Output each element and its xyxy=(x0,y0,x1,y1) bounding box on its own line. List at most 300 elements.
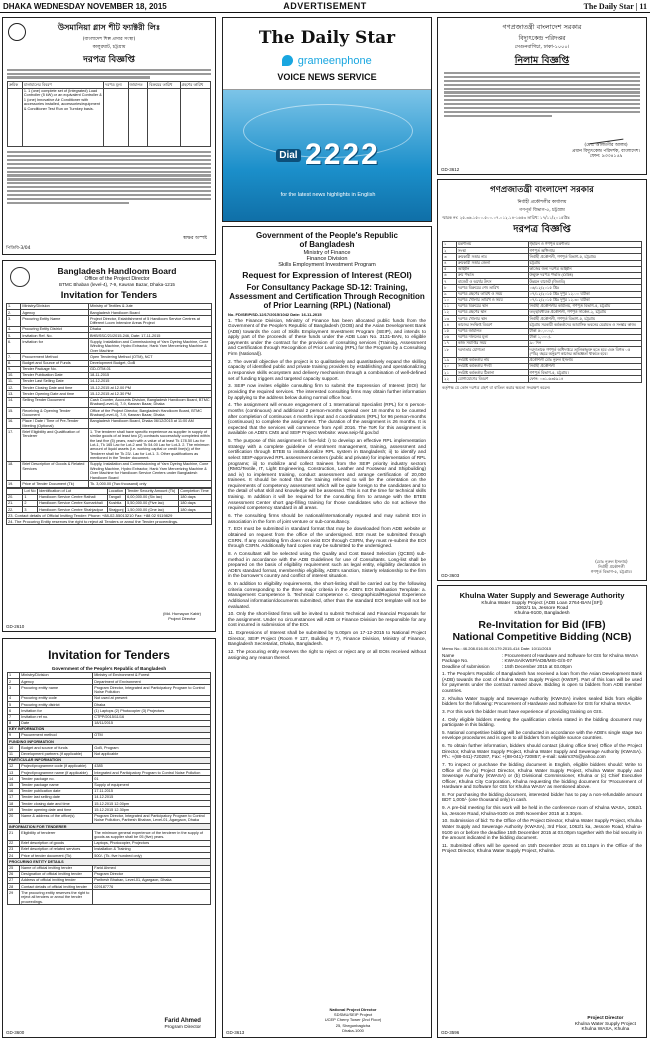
table-row xyxy=(7,339,212,354)
ad-noise-tenders xyxy=(2,638,216,1038)
row-label: Tender publication date xyxy=(20,788,93,794)
row-label: দরপত্র দলিলের মূল্য xyxy=(456,334,528,340)
voice-dial-panel xyxy=(223,90,431,222)
row-value: OTM xyxy=(93,733,211,739)
row-value: কাজের জন্য দরপত্র আহ্বান xyxy=(528,266,641,272)
lot-header: Lot No xyxy=(23,488,38,494)
row-value: উন্মুক্ত দরপত্র পদ্ধতি (OTM) xyxy=(528,272,641,278)
row-number: ১ xyxy=(443,242,457,248)
khulna-gd-code: GD-3596 xyxy=(441,1030,460,1035)
table-row xyxy=(7,316,212,327)
lot-header: Tender Security Amount (Tk) xyxy=(126,488,179,494)
section-label: FUNDING INFORMATION xyxy=(8,739,211,745)
row-value: 1. The tenderer shall have specific experience as supplier in supply of similar goods of at least two (2) contracts successfully completed within the last five (5) years, each with a value of at least Tk 178.50 Lac for Lot-1, Tk 165 Lac for Lot-2 and Tk 54.00 Lac for Lot-3. 2. The minimum amount of liquid assets (i.e. working capital or credit line(s)) of the Tenderer shall be Tk 23/- Lac for Lot-1. 3. Other qualifications as mentioned in the Tender document. xyxy=(89,429,210,461)
row-value: Bangladesh Handloom Board xyxy=(88,310,211,316)
row-value: GoB, Program xyxy=(93,745,211,751)
row-label: Procuring entity code xyxy=(20,695,93,701)
handloom-signature xyxy=(163,611,201,621)
row-label: Tender Opening Date and time xyxy=(21,391,89,397)
kv-value: : Procurement of Hardware and Software for GIS for Khulna WASA xyxy=(502,653,639,658)
ad-handloom-board xyxy=(2,260,216,632)
row-number: ১৫ xyxy=(443,328,457,334)
row-value: Ministry of Environment & Forest xyxy=(93,673,211,679)
reoi-gov-line1: Government of the People's Republic xyxy=(256,231,398,240)
khulna-memo: Memo No.: 46.208.016.00.00.179.2015-414 Date: 10/11/2015 xyxy=(442,646,552,651)
voice-tagline: for the latest news highlights in English xyxy=(280,192,376,198)
kv-label: Name xyxy=(442,653,455,658)
glass-gd-code: পিডিবি-3/04 xyxy=(6,246,31,251)
ctg-gov-title: গণপ্রজাতন্ত্রী বাংলাদেশ সরকার xyxy=(490,185,594,195)
row-value: ৯০ দিন xyxy=(528,341,641,347)
row-number: 18. xyxy=(7,462,21,481)
row-value: গৃহায়ন ও গণপূর্ত মন্ত্রণালয় xyxy=(528,242,641,248)
row-value: নির্বাহী প্রকৌশলী, গণপূর্ত বিভাগ-৫, চট্টগ্রাম xyxy=(528,316,641,322)
voice-dial-label: Dial xyxy=(276,149,300,162)
row-label: যোগাযোগের বিবরণ xyxy=(456,376,528,382)
row-number: 18 xyxy=(8,801,20,807)
ctg-sub1: নির্বাহী প্রকৌশলীর কার্যালয় xyxy=(517,200,567,205)
auction-gd-code: GD-3612 xyxy=(441,167,460,172)
reoi-paragraph: 2. The overall objective of the project is to qualitatively and quantitatively expand the skilling capacity of identified public and private training providers by establishing and operationalizing a responsive skills ecosystem and delivery mechanism through a combination of well-defined set of funding triggers and targeted capacity support. xyxy=(228,359,426,382)
row-label: Contact details of official inviting tender xyxy=(20,884,93,890)
khulna-paragraph: 2. Khulna Water Supply and Sewerage Authority (KWASA) invites sealed bids from eligible bidders for the following: Procurement of Hardware and Software for GIS for Khulna WASA xyxy=(442,695,642,707)
lot-header: Identification of Lot xyxy=(38,488,108,494)
row-label: দরদাতার যোগ্যতা xyxy=(456,347,528,358)
table-row xyxy=(8,830,211,841)
reoi-sig-l5: Dhaka-1000 xyxy=(342,1027,364,1033)
khulna-paragraph: 7. To inspect or purchase the bidding document in English, eligible bidders should: Write to Office of the (a) Project Director, Khulna Water Supply Project, Khulna Water Supply and Sewerage Authority (KWASA) or (b) Divisional Commissioner, Khulna or (c) Chief Executive Officer, Khulna City Corporation, Khulna requesting the bidding document for 'Procurement of Hardware and Software for GIS for Khulna WASA' as mentioned above. xyxy=(442,762,642,790)
noise-subheading: Government of the People's Republic of Bangladesh xyxy=(51,666,167,671)
row-number: 3. xyxy=(7,316,21,327)
row-number: 5 xyxy=(8,702,20,708)
row-number: ২১ xyxy=(443,370,457,376)
row-number: ১১ xyxy=(443,303,457,309)
voice-service-title: VOICE NEWS SERVICE xyxy=(277,72,377,82)
row-number: ১৬ xyxy=(443,334,457,340)
row-value: GD-OTM-01 xyxy=(88,366,211,372)
reoi-paragraph: 10. Only the short-listed firms will be invited to submit Technical and Financial Proposals for the assignment. Under no circumstances will ADB or Finance Division be responsible for any cost incurred in submission of the EOI. xyxy=(228,612,426,629)
lot-cell: 2 xyxy=(23,501,38,507)
glass-col-header: বিক্রয়ের তারিখ xyxy=(148,82,180,88)
row-value: Ministry of Textiles & Jute xyxy=(88,304,211,310)
header-date: DHAKA WEDNESDAY NOVEMBER 18, 2015 xyxy=(3,2,167,11)
row-number: 3 xyxy=(8,685,20,696)
glass-row-item: 1. 1 (one) complete set of (Integrated) Load Controller (5 kW) or an equivalent Controller & 1 (one) Innovative Air Conditioner with accessories installed, accessories/equipment & Conditioner Test Run on Turnkey basis. xyxy=(22,88,103,146)
row-value: 15.12.2015 12.30pm xyxy=(93,807,211,813)
reoi-paragraph: 11. Expressions of Interest shall be submitted by 5.00pm on 17-12-2015 to National Project Director, SEIP Project (Room # 127, Building # 7), Finance Division, Ministry of Finance, Bangladesh Secretariat, Dhaka, Bangladesh. xyxy=(228,631,426,648)
reoi-gov-line2: of Bangladesh xyxy=(299,240,355,249)
row-number: ৩ xyxy=(443,254,457,260)
lot-cell: 21. xyxy=(7,501,23,507)
row-number: 11. xyxy=(7,379,21,385)
row-label: সংশ্লিষ্ট কর্মকর্তার নাম xyxy=(456,357,528,363)
row-number: ১৯ xyxy=(443,357,457,363)
row-number: 19. xyxy=(7,481,21,487)
auction-sub1: বিদ্যুৎকেন্দ্র পরিদপ্তর xyxy=(518,35,566,42)
row-label: Brief description of goods xyxy=(20,840,93,846)
row-value: দরদাতাকে গণপূর্ত অধিদপ্তরে তালিকাভুক্ত হতে হবে এবং বিগত ০৫ (পাঁচ) বছরে অনুরূপ কাজের অভিজ্ঞতা থাকতে হবে। xyxy=(528,347,641,358)
row-value: Bangladesh Handloom Board, Dhaka 06/12/2015 at 11:00 AM xyxy=(88,418,211,429)
row-label: সংশ্লিষ্ট কর্মকর্তার পদবী xyxy=(456,363,528,369)
row-value: নির্বাহী প্রকৌশলী, গণপূর্ত বিভাগ-৫, চট্টগ্রাম। xyxy=(528,254,641,260)
reoi-sig-title: National Project Director xyxy=(329,1006,377,1012)
row-number: ৯ xyxy=(443,291,457,297)
row-value: 18-11-2015 xyxy=(88,372,211,378)
header-masthead: The Daily Star | 11 xyxy=(583,2,647,11)
daily-star-logo: The Daily Star xyxy=(258,28,396,48)
voice-dial-number: 2222 xyxy=(305,138,380,171)
lot-cell: 5,50,000.00 (Five lac) xyxy=(126,501,179,507)
lot-cell: Handloom Service Centre Kumarkhali xyxy=(38,501,108,507)
row-number: 2. xyxy=(7,310,21,316)
row-value: নির্বাহী প্রকৌশলীর কার্যালয়, গণপূর্ত বিভাগ-৫, চট্টগ্রাম xyxy=(528,303,641,309)
table-row xyxy=(443,347,642,358)
row-number: 2 xyxy=(8,679,20,685)
khulna-sub2: 1062/1 ta, Jessore Road xyxy=(515,606,569,611)
table-row xyxy=(8,685,211,696)
row-value: টাকা ৫০,০০০/- xyxy=(528,328,641,334)
grameenphone-name: grameenphone xyxy=(297,54,372,67)
handloom-office: Office of the Project Director xyxy=(84,276,150,282)
khulna-paragraph: 8. For purchasing the bidding document, interested bidder has to pay a non-refundable amount BDT 1,000/- (one thousand only) in cash. xyxy=(442,791,642,803)
row-label: Designation of official inviting tender xyxy=(20,871,93,877)
reoi-ref: No. FD/SEIP/SD-12/17/2015/1042 Date: 16-11-2015 xyxy=(228,311,322,317)
row-number: 13. xyxy=(7,391,21,397)
table-row xyxy=(8,813,211,824)
reoi-division: Finance Division xyxy=(306,256,348,262)
row-number: 15. xyxy=(7,408,21,419)
header-section-title: ADVERTISEMENT xyxy=(283,1,367,11)
section-label: INFORMATION FOR TENDERER xyxy=(8,824,211,830)
auction-sig-title: প্রধান বিদ্যুৎকেন্দ্র পরিদর্শক, বাংলাদেশ। xyxy=(572,148,640,154)
row-value: নির্বাহী প্রকৌশলী xyxy=(528,363,641,369)
row-value: উন্নয়ন বাজেট (জিওবি) xyxy=(528,279,641,285)
row-value: The minimum general experience of the tenderer in the supply of goods as supplier shall be 05 (five) years. xyxy=(93,830,211,841)
row-label: Tender last selling date xyxy=(20,794,93,800)
row-number: ৪ xyxy=(443,260,457,266)
lot-header: Location xyxy=(107,488,125,494)
row-value: Dhaka xyxy=(93,702,211,708)
row-value: 18/11/2015 xyxy=(93,720,211,726)
reoi-sig-l3: UCEP Cherry Tower (2nd Floor) xyxy=(324,1017,382,1023)
row-label: Procuring Entity Name xyxy=(21,316,89,327)
lot-row xyxy=(7,507,212,513)
ctg-sig-office: গণপূর্ত বিভাগ-৫, চট্টগ্রাম। xyxy=(590,569,632,574)
row-label: ক্রয় পদ্ধতি xyxy=(456,272,528,278)
khulna-sig-project: Khulna Water Supply Project xyxy=(574,1021,636,1027)
row-label: Procuring entity name xyxy=(20,685,93,696)
row-number: 4. xyxy=(7,326,21,332)
glass-signature: স্বাক্ষর অস্পষ্ট xyxy=(183,236,207,241)
auction-sig-name: (মোঃ আলমগীর আলম) xyxy=(584,143,628,149)
lot-cell: 3 xyxy=(23,507,38,513)
row-label: দরপত্র বিক্রয়ের শেষ তারিখ xyxy=(456,285,528,291)
khulna-paragraph: 9. A pre-bid meeting for this work will be held in the conference room of Khulna WASA, 1062/1 ka, Jessore Road, Khulna-9100 on 29th November 2015 at 3.30pm. xyxy=(442,805,642,816)
lot-cell: 180 days xyxy=(179,501,212,507)
lot-cell: 20. xyxy=(7,494,23,500)
ctg-table xyxy=(442,241,642,383)
row-label: ক্রয়কারী সত্তার জেলা xyxy=(456,260,528,266)
row-label: Development partners (if applicable) xyxy=(20,751,93,757)
row-value: 01 xyxy=(93,776,211,782)
row-value: টাকা ১,০০০/- xyxy=(528,334,641,340)
row-label: Tender package no. xyxy=(20,776,93,782)
row-value: 500/- (Tk. five hundred only) xyxy=(93,853,211,859)
row-value: (1) Laptops (2) Photocopier (3) Projectors xyxy=(93,708,211,714)
ad-ctg-tender xyxy=(437,179,647,581)
row-number: 27 xyxy=(8,878,20,884)
row-value: 17.11.2015 xyxy=(93,788,211,794)
noise-sig-name: Farid Ahmed xyxy=(164,1018,201,1025)
row-value: Open Tendering Method (OTM), NCT xyxy=(88,354,211,360)
row-number: 4 xyxy=(8,695,20,701)
lot-cell: 180 days xyxy=(179,494,212,500)
handloom-table xyxy=(6,303,212,488)
kv-row xyxy=(442,664,642,669)
lot-cell: 22. xyxy=(7,507,23,513)
row-number: ১৭ xyxy=(443,341,457,347)
khulna-sub3: Khulna-9100, Bangladesh xyxy=(514,611,570,616)
row-number: 17. xyxy=(7,429,21,462)
row-value: 029187776 xyxy=(93,884,211,890)
reoi-paragraph: 5. The purpose of this assignment is five-fold: i) to develop an effective RPL implementation strategy with a complete guideline of enrolment management, training, assessment and certification through BTEB to institutionalize RPL system in Bangladesh; ii) to identify and select SEIP-approved RPL assessment centers (public and private) for implementation of RPL programs; iii) to mobilize and collect trainees from the SEIP priority industry sectors (RMG/Textile, IT, Light Engineering, Construction, Leather and Footwear and Shipbuilding) and iv) to implement training, conduct assessment and arrange certification of 20,000 trainees. It should be noted that the training referred to will be the orientation on the requirements of competency assessment which will be quite foreign to the candidates and to the detail of what skill and knowledge will be assessed. This is not the time for technical skills training. In addition it will be required for the consulting firm to arrange with the BTEB Assessment Center short gap-filling training for those candidates who do not achieve the required competency standard in all areas. xyxy=(228,439,426,512)
noise-heading: Invitation for Tenders xyxy=(48,648,170,662)
table-row xyxy=(7,397,212,408)
reoi-sig-l2: SDSMU/SEIP Project xyxy=(333,1012,373,1018)
row-value: 15-12-2015 at 12.30 PM xyxy=(88,391,211,397)
row-value: Farid Ahmed xyxy=(93,865,211,871)
row-number: 12 xyxy=(8,764,20,770)
row-value: Laptops, Photocopier, Projectors xyxy=(93,840,211,846)
ctg-signature xyxy=(591,559,632,574)
row-number: 8. xyxy=(7,360,21,366)
handloom-reserve: 24. The Procuring Entity reserves the right to reject all Tenders or annul the Tender proceedings. xyxy=(6,519,212,525)
row-value: Paribesh Bhaban, Level-01, Agargaon, Dhaka xyxy=(93,878,211,884)
khulna-body xyxy=(438,671,646,854)
row-number: ১৪ xyxy=(443,322,457,328)
handloom-sig-name: (Md. Humayun Kabir) xyxy=(162,611,201,616)
glass-heading: দরপত্র বিজ্ঞপ্তি xyxy=(83,55,135,65)
reoi-sig-l4: 25, Shegunbagicha xyxy=(335,1022,371,1028)
row-value: Development Budget, GoB xyxy=(88,360,211,366)
row-value: 15.12.2015 12.00pm xyxy=(93,801,211,807)
glass-subtitle: (বাংলাদেশ শিল্প প্রসার সংস্থা) xyxy=(82,37,136,42)
khulna-paragraph: 1. The People's Republic of Bangladesh has received a loan from the Asian Development Bank (ADB) towards the cost of Khulna Water Supply Project (KWSP). Part of this loan will be used for payments under the contract named above. Bidding is open to bidders from ADB member countries. xyxy=(442,671,642,693)
ctg-memo: স্মারক নং: ২৫.৩৬.১৫০০.৫০০.০৭.০১২.১৪-১৬৫৩ তারিখ: ১৭/১১/২০১৫খ্রিঃ xyxy=(442,215,570,220)
row-number: ৫ xyxy=(443,266,457,272)
row-number: 10. xyxy=(7,372,21,378)
row-value: 14.12.2015 xyxy=(93,794,211,800)
ad-voice-news xyxy=(222,17,432,222)
lot-cell: Kushtia xyxy=(107,501,125,507)
table-row xyxy=(443,376,642,382)
khulna-paragraph: 11. Submitted offers will be opened on 15th December 2015 at 03.15pm in the Office of the Project Director, Khulna Water Supply Project, Khulna. xyxy=(442,842,642,854)
glass-col-header: জামানত xyxy=(128,82,148,88)
row-label: Ministry/Division xyxy=(20,673,93,679)
ad-reoi xyxy=(222,226,432,1038)
row-number: ১২ xyxy=(443,310,457,316)
glass-intro-text xyxy=(3,69,215,79)
row-number: 1 xyxy=(8,673,20,679)
reoi-paragraph: 1. The Finance Division, Ministry of Finance has been allocated public funds from the Government of the People's Republic of Bangladesh (GOB) and the Asian Development Bank (ADB) towards the cost of Skills Employment Investment Program (SEIP), and intends to apply part of the proceeds of these funds under the ADB Loan No. 3131-BAN, to eligible payments under the contract for the provision of consulting services (Training, Assessment and Certification through Recognition of Prior Learning (RPL) for the Program by a Consulting Firm (National)). xyxy=(228,318,426,358)
auction-gov-title: গণপ্রজাতন্ত্রী বাংলাদেশ সরকার xyxy=(502,23,582,31)
lot-cell: 1 xyxy=(23,494,38,500)
row-value: BHB/SSC/21/2015-246, Date: 17-11-2015 xyxy=(88,333,211,339)
row-number: 15 xyxy=(8,782,20,788)
row-number: 24 xyxy=(8,853,20,859)
row-value: Supply, Installation and Commissioning of Yarn Dyeing Machine, Cone Winding Machine, Hydro Extractor, Hank Yarn Mercerizing Machine & Over Machine xyxy=(88,339,211,354)
table-row xyxy=(7,481,212,487)
noise-gd-code: GD-3600 xyxy=(6,1030,25,1035)
row-number: ২০ xyxy=(443,363,457,369)
reoi-paragraph: 4. The assignment will ensure engagement of 1 International Specialist (RPL) for 6 person-months (continuous) and additional 2 person-months spread over 18 months to be counted after completion of continuous 4 months input and 4 coordinators (RPL) for 96 person-months (continuous) to complete the assignment. The duration of the assignment is 26 months. It is expected that the services will commence from April 2016. The ToR for this assignment is available on ADB's CMS and SEIP Project Website: www.seip-fd.gov.bd xyxy=(228,403,426,437)
row-number: ৭ xyxy=(443,279,457,285)
row-label: সংস্থা xyxy=(456,248,528,254)
reoi-ministry: Ministry of Finance xyxy=(303,250,351,256)
glass-logo xyxy=(8,23,26,41)
row-label: Receiving & Opening Tender Document xyxy=(21,408,89,419)
glass-terms-text xyxy=(3,148,215,208)
ad-auction xyxy=(437,17,647,175)
row-value: CTPP/2015/11/16 xyxy=(93,714,211,720)
row-value: 4385 xyxy=(93,764,211,770)
row-number: 6. xyxy=(7,339,21,354)
row-number: 25 xyxy=(8,865,20,871)
glass-col-header: ক্রমিক xyxy=(8,82,23,88)
reoi-paragraph: 9. In addition to eligibility requirements, the short-listing shall be carried out by the following criteria corresponding to the three major criteria in the ADB's EOI Evaluation Template: a. Management Competence b. Technical Competence c. Geographical/Regional Experience Additional information/documents submitted, other than the standard EOI template will not be evaluated. xyxy=(228,582,426,610)
row-label: Tender Package No. xyxy=(21,366,89,372)
noise-signature xyxy=(164,1019,201,1031)
row-label: দরপত্র খোলার তারিখ ও সময় xyxy=(456,297,528,303)
row-number: 5. xyxy=(7,333,21,339)
handloom-address: BTMC Bhaban (level-4), 7-9, Kawran Bazar, Dhaka-1215 xyxy=(59,282,175,287)
reoi-paragraph: 6. The consulting firms should be national/internationally reputed and may submit EOI in association in the form of joint venture or sub-consultancy. xyxy=(228,514,426,525)
row-number: 23 xyxy=(8,847,20,853)
ctg-sig-name: (মোঃ নুরুল ইসলাম) xyxy=(595,559,628,564)
auction-sub2: সেগুনবাগিচা, ঢাকা-১০০০। xyxy=(514,44,570,50)
row-value: চট্টগ্রাম xyxy=(528,260,641,266)
row-label: কাজের সংক্ষিপ্ত বিবরণ xyxy=(456,322,528,328)
row-number: 9. xyxy=(7,366,21,372)
row-label: Project/programme name (if applicable) xyxy=(20,770,93,776)
row-number: 28 xyxy=(8,884,20,890)
row-number: 14 xyxy=(8,776,20,782)
grameenphone-logo xyxy=(223,52,431,70)
row-label: Invitation for xyxy=(21,339,89,354)
khulna-sig-title: Project Director xyxy=(587,1016,624,1022)
row-value xyxy=(93,890,211,905)
row-value: ০৭/১২/২০১৫ খ্রিঃ দুপুর ১২.৩০ ঘটিকা xyxy=(528,297,641,303)
lot-header: Completion Time xyxy=(179,488,212,494)
lot-cell: 1,50,000.00 (One lac) xyxy=(126,507,179,513)
auction-heading: নিলাম বিজ্ঞপ্তি xyxy=(514,55,570,66)
row-label: ক্রয়কারী সত্তার নাম xyxy=(456,254,528,260)
row-value: Integrated and Participatory Program to Control Noise Pollution xyxy=(93,770,211,776)
khulna-sub1: Khulna Water Supply Project (ADB Loan 2764-BAN [SF]) xyxy=(481,601,603,606)
handloom-logo xyxy=(10,267,30,287)
ctg-note: কর্তৃপক্ষ যে কোন দরপত্র গ্রহণ বা বাতিল করার ক্ষমতা সংরক্ষণ করেন। xyxy=(442,384,551,390)
row-value: 15-12-2015 at 12.00 PM xyxy=(88,385,211,391)
row-number: 21 xyxy=(8,830,20,841)
row-value: গণপূর্ত অধিদপ্তর xyxy=(528,248,641,254)
handloom-title: Bangladesh Handloom Board xyxy=(57,266,177,276)
row-value: প্রকৌশলী মোঃ নুরুল ইসলাম xyxy=(528,357,641,363)
auction-body-text xyxy=(438,72,646,117)
row-number: ১৮ xyxy=(443,347,457,358)
handloom-heading: Invitation for Tenders xyxy=(60,290,158,301)
glass-title: উসমানিয়া গ্লাস শীট ফ্যাক্টরী লিঃ xyxy=(57,23,161,32)
lot-cell: Sirajgonj xyxy=(107,507,125,513)
row-value: গণপূর্ত বিভাগ-৫, চট্টগ্রাম। xyxy=(528,370,641,376)
voice-top-band xyxy=(223,18,431,90)
row-label: Budget and source of funds xyxy=(20,745,93,751)
row-label: Date xyxy=(20,720,93,726)
kv-label: Package No. xyxy=(442,658,469,664)
row-number: 19 xyxy=(8,807,20,813)
row-number: ৮ xyxy=(443,285,457,291)
row-value: Project Director, Establishment of 5 Handloom Service Centres at Different Loom Intensive Areas Project xyxy=(88,316,211,327)
row-label: Brief Eligibility and Qualification of Tenderer xyxy=(21,429,89,462)
grameenphone-icon xyxy=(282,55,293,66)
row-value: ০৭/১২/২০১৫ খ্রিঃ দুপুর ১২.০০ ঘটিকা xyxy=(528,291,641,297)
table-row xyxy=(8,890,211,905)
row-label: Tender Last Selling Date xyxy=(21,379,89,385)
reoi-heading: Request for Expression of Interest (REOI) xyxy=(242,270,412,280)
row-label: Procurement method xyxy=(20,733,93,739)
row-label: কাজ সমাপ্তির সময় xyxy=(456,341,528,347)
row-number: 13 xyxy=(8,770,20,776)
ad-glass-sheet xyxy=(2,17,216,255)
row-label: Budget and Source of Funds xyxy=(21,360,89,366)
ad-khulna-wasa xyxy=(437,585,647,1038)
row-label: Procuring Entity District xyxy=(21,326,89,332)
row-label: Invitation Ref. No. xyxy=(21,333,89,339)
table-row xyxy=(8,770,211,776)
row-label: Tender opening date and time xyxy=(20,807,93,813)
row-number: 7 xyxy=(8,714,20,720)
row-label: দরপত্র গ্রহণের স্থান xyxy=(456,310,528,316)
auction-sig-phone: ফোন: ৯৩৩৪১৫৯ xyxy=(589,154,623,160)
khulna-sig-office: Khulna WASA, Khulna xyxy=(581,1027,630,1033)
row-value: ফোন: ০৩১-৬৩৫৯১৪ xyxy=(528,376,641,382)
row-number: 1. xyxy=(7,304,21,310)
section-label: PARTICULAR INFORMATION xyxy=(8,757,211,763)
row-value: ০৬/১২/২০১৫ খ্রিঃ xyxy=(528,285,641,291)
page-header xyxy=(0,0,650,13)
row-label: Name of official inviting tender xyxy=(20,865,93,871)
handloom-gd-code: GD-2610 xyxy=(6,624,25,629)
glass-col-header: গ্রহণের তারিখ xyxy=(180,82,211,88)
row-value: Tk. 3,000.00 (Two thousand) only xyxy=(88,481,211,487)
handloom-contact: 23. Contact details of Official Inviting Tender: Phone: +88-02-55013210 Fax: +88 02 9119829 xyxy=(6,513,212,519)
row-number: ১০ xyxy=(443,297,457,303)
table-row xyxy=(7,429,212,462)
row-label: আহ্বান xyxy=(456,266,528,272)
row-label: Agency xyxy=(21,310,89,316)
row-number: 17 xyxy=(8,794,20,800)
row-label: Brief Description of Goods & Related Services xyxy=(21,462,89,481)
section-label: PROCURING ENTITY DETAILS xyxy=(8,859,211,865)
row-number: 29 xyxy=(8,890,20,905)
kv-value: : KWASA/KWSP/ADB/MIS-G/S-07 xyxy=(502,658,573,664)
glass-address: কালুরঘাট, চট্টগ্রাম xyxy=(92,45,126,50)
row-value: Program Director, Integrated and Participatory Program to Control Noise Pollution xyxy=(93,685,211,696)
row-number: 22 xyxy=(8,840,20,846)
row-number: 12. xyxy=(7,385,21,391)
row-label: Name & address of the office(s) xyxy=(20,813,93,824)
lot-cell: 180 days xyxy=(179,507,212,513)
row-number: ২ xyxy=(443,248,457,254)
